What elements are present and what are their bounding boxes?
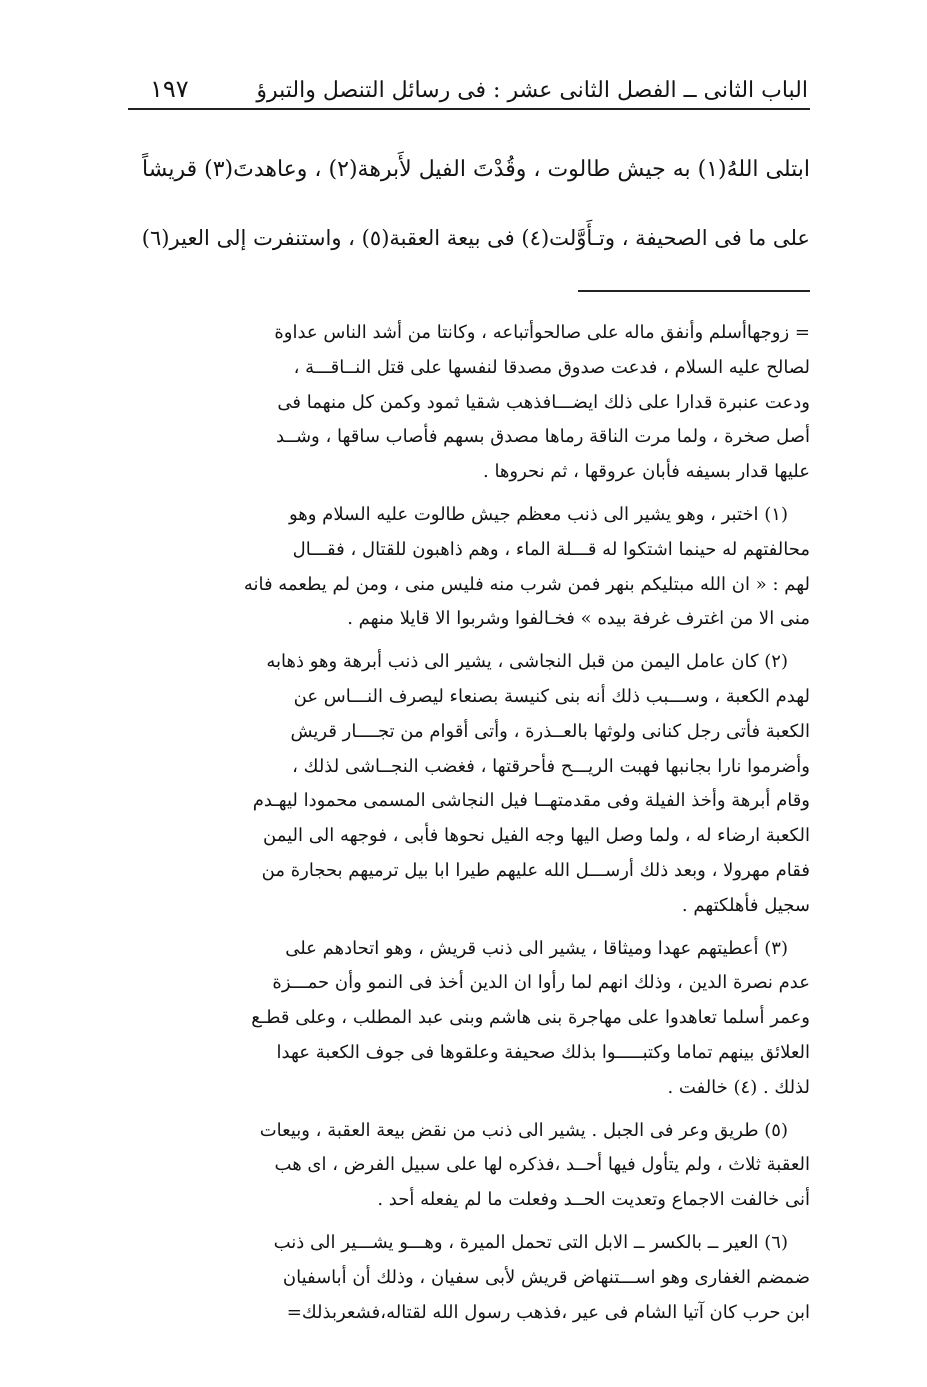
footnote-line: (٥) طريق وعر فى الجبل . يشير الى ذنب من نقض بيعة العقبة ، وبيعات: [259, 1119, 788, 1141]
footnote-line: وقام أبرهة وأخذ الفيلة وفى مقدمتهــا فيل النجاشى المسمى محمودا ليهـدم: [252, 790, 810, 812]
footnote-2: [128, 645, 810, 923]
footnote-continuation: [128, 316, 810, 490]
footnote-line: عدم نصرة الدين ، وذلك انهم لما رأوا ان الدين أخذ فى النمو وأن حمـــزة: [272, 972, 810, 994]
footnote-1: [128, 498, 810, 637]
footnote-line: وعمر أسلما تعاهدوا على مهاجرة بنى هاشم وبنى عبد المطلب ، وعلى قطـع: [251, 1007, 810, 1029]
footnote-line: العقبة ثلاث ، ولم يتأول فيها أحــد ،فذكره لها على سبيل الفرض ، اى هب: [274, 1154, 810, 1176]
footnote-line: أنى خالفت الاجماع وتعديت الحــد وفعلت ما لم يفعله أحد .: [377, 1189, 810, 1211]
footnote-line: أصل صخرة ، ولما مرت الناقة رماها مصدق بسهم فأصاب ساقها ، وشــد: [275, 426, 810, 448]
footnote-line: (١) اختبر ، وهو يشير الى ذنب معظم جيش طالوت عليه السلام وهو: [288, 503, 788, 525]
page-number: ١٩٧: [150, 75, 189, 103]
footnote-3-4: [128, 932, 810, 1106]
footnote-separator: [578, 290, 810, 292]
footnote-line: لهم : « ان الله مبتليكم بنهر فمن شرب منه فليس منى ، ومن لم يطعمه فانه: [243, 573, 810, 595]
footnote-line: فقام مهرولا ، وبعد ذلك أرســـل الله عليهم طيرا ابا بيل ترميهم بحجارة من: [261, 859, 810, 881]
footnote-6: [128, 1226, 810, 1330]
footnote-line: ابن حرب كان آتيا الشام فى عير ،فذهب رسول الله لقتاله،فشعربذلك=: [286, 1301, 810, 1323]
chapter-title: الباب الثانى ــ الفصل الثانى عشر : فى رسائل التنصل والتبرؤ: [256, 78, 808, 103]
footnote-line: محالفتهم له حينما اشتكوا له قـــلة الماء ، وهم ذاهبون للقتال ، فقـــال: [292, 538, 810, 560]
footnote-line: الكعبة ارضاء له ، ولما وصل اليها وجه الفيل نحوها فأبى ، فوجهه الى اليمن: [263, 825, 810, 847]
running-header: [128, 70, 810, 110]
footnote-line: (٦) العير ــ بالكسر ــ الابل التى تحمل الميرة ، وهـــو يشـــير الى ذنب: [273, 1231, 788, 1253]
footnote-line: لذلك . (٤) خالفت .: [667, 1076, 810, 1098]
footnote-line: ودعت عنبرة قدارا على ذلك ايضـــافذهب شقيا ثمود وكمن كل منهما فى: [277, 391, 810, 413]
footnote-line: (٢) كان عامل اليمن من قبل النجاشى ، يشير الى ذنب أبرهة وهو ذهابه: [266, 651, 788, 673]
footnote-line: منى الا من اغترف غرفة بيده » فخـالفوا وشربوا الا قايلا منهم .: [347, 608, 810, 630]
main-text-line: على ما فى الصحيفة ، وتـأَوَّلت(٤) فى بيعة العقبة(٥) ، واستنفرت إلى العير(٦): [141, 225, 810, 250]
footnote-line: لصالح عليه السلام ، فدعت صدوق مصدقا لنفسها على قتل النــاقـــة ،: [293, 356, 810, 378]
footnote-separator-wrap: [128, 282, 810, 292]
footnotes: [128, 316, 810, 1330]
footnote-line: (٣) أعطيتهم عهدا وميثاقا ، يشير الى ذنب قريش ، وهو اتحادهم على: [285, 937, 788, 959]
footnote-line: لهدم الكعبة ، وســـبب ذلك أنه بنى كنيسة بصنعاء ليصرف النـــاس عن: [293, 685, 810, 707]
main-text: [128, 136, 810, 272]
footnote-line: عليها قدار بسيفه فأبان عروقها ، ثم نحروها .: [483, 461, 810, 483]
footnote-line: ضمضم الغفارى وهو اســـتنهاض قريش لأبى سفيان ، وذلك أن أباسفيان: [282, 1266, 810, 1288]
footnote-5: [128, 1114, 810, 1218]
footnote-line: الكعبة فأتى رجل كنانى ولوثها بالعــذرة ، وأتى أقوام من تجــــار قريش: [290, 720, 810, 742]
book-page: [128, 70, 810, 1350]
footnote-line: العلائق بينهم تماما وكتبـــــوا بذلك صحيفة وعلقوها فى جوف الكعبة عهدا: [276, 1041, 810, 1063]
footnote-line: وأضرموا نارا بجانبها فهبت الريـــح فأحرقتها ، فغضب النجــاشى لذلك ،: [292, 755, 810, 777]
footnote-line: = زوجهاأسلم وأنفق ماله على صالحوأتباعه ، وكانتا من أشد الناس عداوة: [274, 322, 810, 343]
main-text-line: ابتلى اللهُ(١) به جيش طالوت ، وقُدْتَ الفيل لأَبرهة(٢) ، وعاهدتَ(٣) قريشاً: [142, 157, 810, 182]
footnote-line: سجيل فأهلكتهم .: [681, 894, 810, 916]
